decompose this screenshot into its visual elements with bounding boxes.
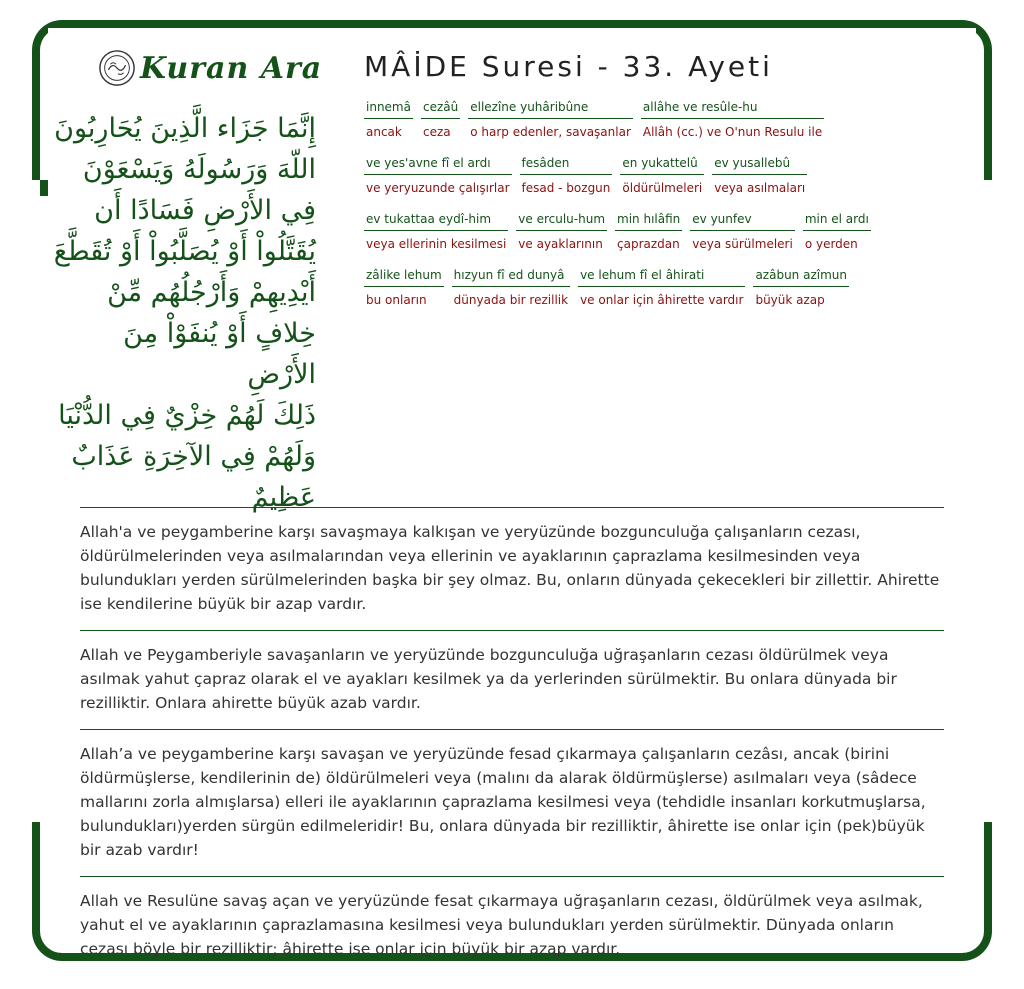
word-item[interactable] <box>803 212 871 251</box>
arabic-verse <box>52 108 316 518</box>
word-item[interactable] <box>364 156 512 195</box>
word-transliteration: azâbun azîmun <box>753 268 849 287</box>
word-meaning: öldürülmeleri <box>622 181 703 195</box>
word-transliteration: allâhe ve resûle-hu <box>641 100 824 119</box>
word-meaning: fesad - bozgun <box>521 181 611 195</box>
word-transliteration: ev yunfev <box>690 212 795 231</box>
word-meaning: ceza <box>422 125 451 139</box>
word-meaning: büyük azap <box>755 293 825 307</box>
arabic-line: خِلافٍ أَوْ يُنفَوْاْ مِنَ الأَرْضِ <box>123 318 316 390</box>
word-by-word-translation <box>364 100 964 324</box>
arabic-line: إِنَّمَا جَزَاء الَّذِينَ يُحَارِبُونَ <box>54 113 316 144</box>
word-item[interactable] <box>620 156 704 195</box>
page-title: MÂİDE Suresi - 33. Ayeti <box>364 50 773 83</box>
site-logo[interactable] <box>98 48 322 88</box>
word-transliteration: ve yes'avne fî el ardı <box>364 156 512 175</box>
arabic-line: يُقَتَّلُواْ أَوْ يُصَلَّبُواْ أَوْ تُقَطَّعَ <box>53 236 316 267</box>
word-meaning: ancak <box>366 125 402 139</box>
translation-paragraph: Allah ve Resulüne savaş açan ve yeryüzünde fesat çıkarmaya uğraşanların cezası, öldürülmek veya asılmak, yahut el ve ayaklarının çaprazlamasına kesilmesi veya bulundukları yerden sürülmektir. Dünyada onların cezası böyle bir rezilliktir; âhirette ise onlar için büyük bir azap vardır. <box>80 876 944 975</box>
word-item[interactable] <box>364 100 413 139</box>
word-meaning: ve onlar için âhirette vardır <box>580 293 744 307</box>
word-transliteration: ellezîne yuhâribûne <box>468 100 633 119</box>
word-transliteration: en yukattelû <box>620 156 704 175</box>
word-row <box>364 100 964 139</box>
word-transliteration: cezâû <box>421 100 460 119</box>
word-item[interactable] <box>641 100 824 139</box>
word-transliteration: ev yusallebû <box>712 156 807 175</box>
word-transliteration: zâlike lehum <box>364 268 444 287</box>
arabic-line: عَظِيمٌ <box>251 482 316 513</box>
arabic-line: ذَلِكَ لَهُمْ خِزْيٌ فِي الدُّنْيَا <box>58 400 316 431</box>
word-transliteration: ev tukattaa eydî-him <box>364 212 508 231</box>
word-meaning: veya asılmaları <box>714 181 806 195</box>
word-meaning: veya sürülmeleri <box>692 237 793 251</box>
word-row <box>364 212 964 251</box>
word-item[interactable] <box>690 212 795 251</box>
arabic-line: فِي الأَرْضِ فَسَادًا أَن <box>94 195 316 226</box>
word-item[interactable] <box>615 212 682 251</box>
word-item[interactable] <box>578 268 745 307</box>
word-item[interactable] <box>452 268 570 307</box>
word-transliteration: ve erculu-hum <box>516 212 607 231</box>
word-transliteration: min hılâfin <box>615 212 682 231</box>
word-meaning: veya ellerinin kesilmesi <box>366 237 507 251</box>
word-item[interactable] <box>753 268 849 307</box>
word-item[interactable] <box>712 156 807 195</box>
word-item[interactable] <box>468 100 633 139</box>
logo-text: Kuran Ara <box>140 50 323 86</box>
word-transliteration: min el ardı <box>803 212 871 231</box>
word-transliteration: ve lehum fî el âhirati <box>578 268 745 287</box>
quran-seal-icon <box>98 49 136 87</box>
word-transliteration: hızyun fî ed dunyâ <box>452 268 570 287</box>
arabic-line: وَلَهُمْ فِي الآخِرَةِ عَذَابٌ <box>71 441 316 472</box>
translation-paragraph: Allah ve Peygamberiyle savaşanların ve yeryüzünde bozgunculuğa uğraşanların cezası öldürülmek veya asılmak yahut çapraz olarak el ve ayakları kesilmek ya da yerlerinden sürülmektir. Bu onlara dünyada bir rezilliktir. Onlara ahirette büyük azab vardır. <box>80 630 944 729</box>
arabic-line: أَيْدِيهِمْ وَأَرْجُلُهُم مِّنْ <box>107 277 316 308</box>
arabic-line: اللّهَ وَرَسُولَهُ وَيَسْعَوْنَ <box>82 154 316 185</box>
word-item[interactable] <box>520 156 613 195</box>
word-meaning: o yerden <box>804 237 858 251</box>
word-row <box>364 268 964 307</box>
word-meaning: bu onların <box>366 293 427 307</box>
word-meaning: çaprazdan <box>617 237 680 251</box>
word-item[interactable] <box>364 212 508 251</box>
word-row <box>364 156 964 195</box>
word-meaning: Allâh (cc.) ve O'nun Resulu ile <box>642 125 823 139</box>
word-item[interactable] <box>516 212 607 251</box>
word-item[interactable] <box>421 100 460 139</box>
word-transliteration: fesâden <box>520 156 613 175</box>
word-meaning: dünyada bir rezillik <box>453 293 569 307</box>
translation-paragraph: Allah’a ve peygamberine karşı savaşan ve yeryüzünde fesad çıkarmaya çalışanların cezâsı, ancak (birini öldürmüşlerse, kendilerinin de) öldürülmeleri veya (malını da alarak öldürmüşlerse) asılmaları veya (sâdece mallarını zorla almışlarsa) elleri ile ayaklarının çaprazlama kesilmesi veya (tehdidle insanları korkutmuşlarsa, bulundukları)yerden sürgün edilmeleridir! Bu, onlara dünyada bir rezilliktir, âhirette ise onlar için (pek)büyük bir azab vardır! <box>80 729 944 876</box>
word-meaning: o harp edenler, savaşanlar <box>470 125 631 139</box>
translations-list <box>80 507 944 975</box>
word-item[interactable] <box>364 268 444 307</box>
word-transliteration: innemâ <box>364 100 413 119</box>
word-meaning: ve ayaklarının <box>518 237 603 251</box>
word-meaning: ve yeryuzunde çalışırlar <box>366 181 510 195</box>
translation-paragraph: Allah'a ve peygamberine karşı savaşmaya kalkışan ve yeryüzünde bozgunculuğa çalışanların cezası, öldürülmelerinden veya asılmalarından veya ellerinin ve ayaklarının çaprazlama kesilmesinden veya bulundukları yerden sürülmelerinden başka bir şey olmaz. Bu, onların dünyada çekecekleri bir zillettir. Ahirette ise kendilerine büyük bir azap vardır. <box>80 507 944 630</box>
